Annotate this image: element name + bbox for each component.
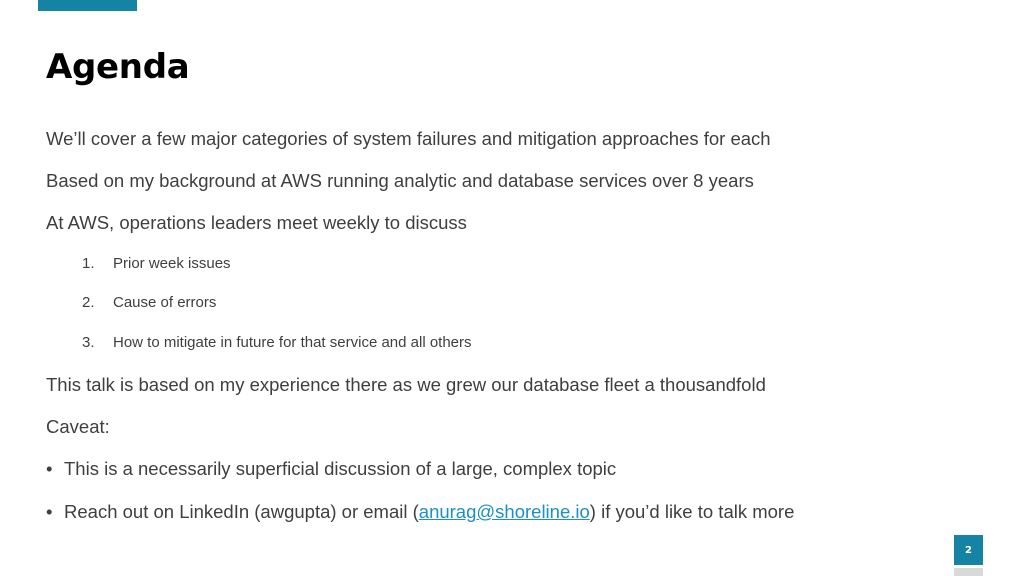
numbered-item-3 [82, 333, 472, 353]
bullet-text: This is a necessarily superficial discussion of a large, complex topic [64, 458, 617, 479]
numbered-item-text: How to mitigate in future for that service and all others [113, 334, 472, 351]
numbered-item-number: 1. [82, 255, 95, 272]
bottom-strip [954, 568, 983, 576]
page-number-badge [954, 535, 983, 565]
bullet-dot-icon: • [46, 501, 53, 522]
bullet-dot-icon: • [46, 458, 53, 479]
bullet-text-before: Reach out on LinkedIn (awgupta) or email ( [64, 501, 419, 522]
page-number: 2 [965, 544, 972, 556]
slide-title: Agenda [46, 47, 190, 87]
numbered-item-1 [82, 254, 231, 274]
top-accent-bar [38, 0, 137, 11]
intro-line-1: We’ll cover a few major categories of system failures and mitigation approaches for each [46, 128, 771, 149]
experience-line: This talk is based on my experience there as we grew our database fleet a thousandfold [46, 374, 766, 395]
caveat-label: Caveat: [46, 416, 110, 437]
numbered-item-number: 3. [82, 334, 95, 351]
email-link[interactable]: anurag@shoreline.io [418, 501, 590, 522]
numbered-item-number: 2. [82, 294, 95, 311]
numbered-item-2 [82, 293, 216, 313]
bullet-text-after: ) if you’d like to talk more [589, 501, 795, 522]
intro-line-2: Based on my background at AWS running analytic and database services over 8 years [46, 170, 754, 191]
bullet-item-1 [46, 457, 616, 481]
bullet-item-2 [46, 500, 794, 524]
numbered-item-text: Cause of errors [113, 294, 217, 311]
intro-line-3: At AWS, operations leaders meet weekly to discuss [46, 212, 467, 233]
numbered-item-text: Prior week issues [113, 255, 231, 272]
